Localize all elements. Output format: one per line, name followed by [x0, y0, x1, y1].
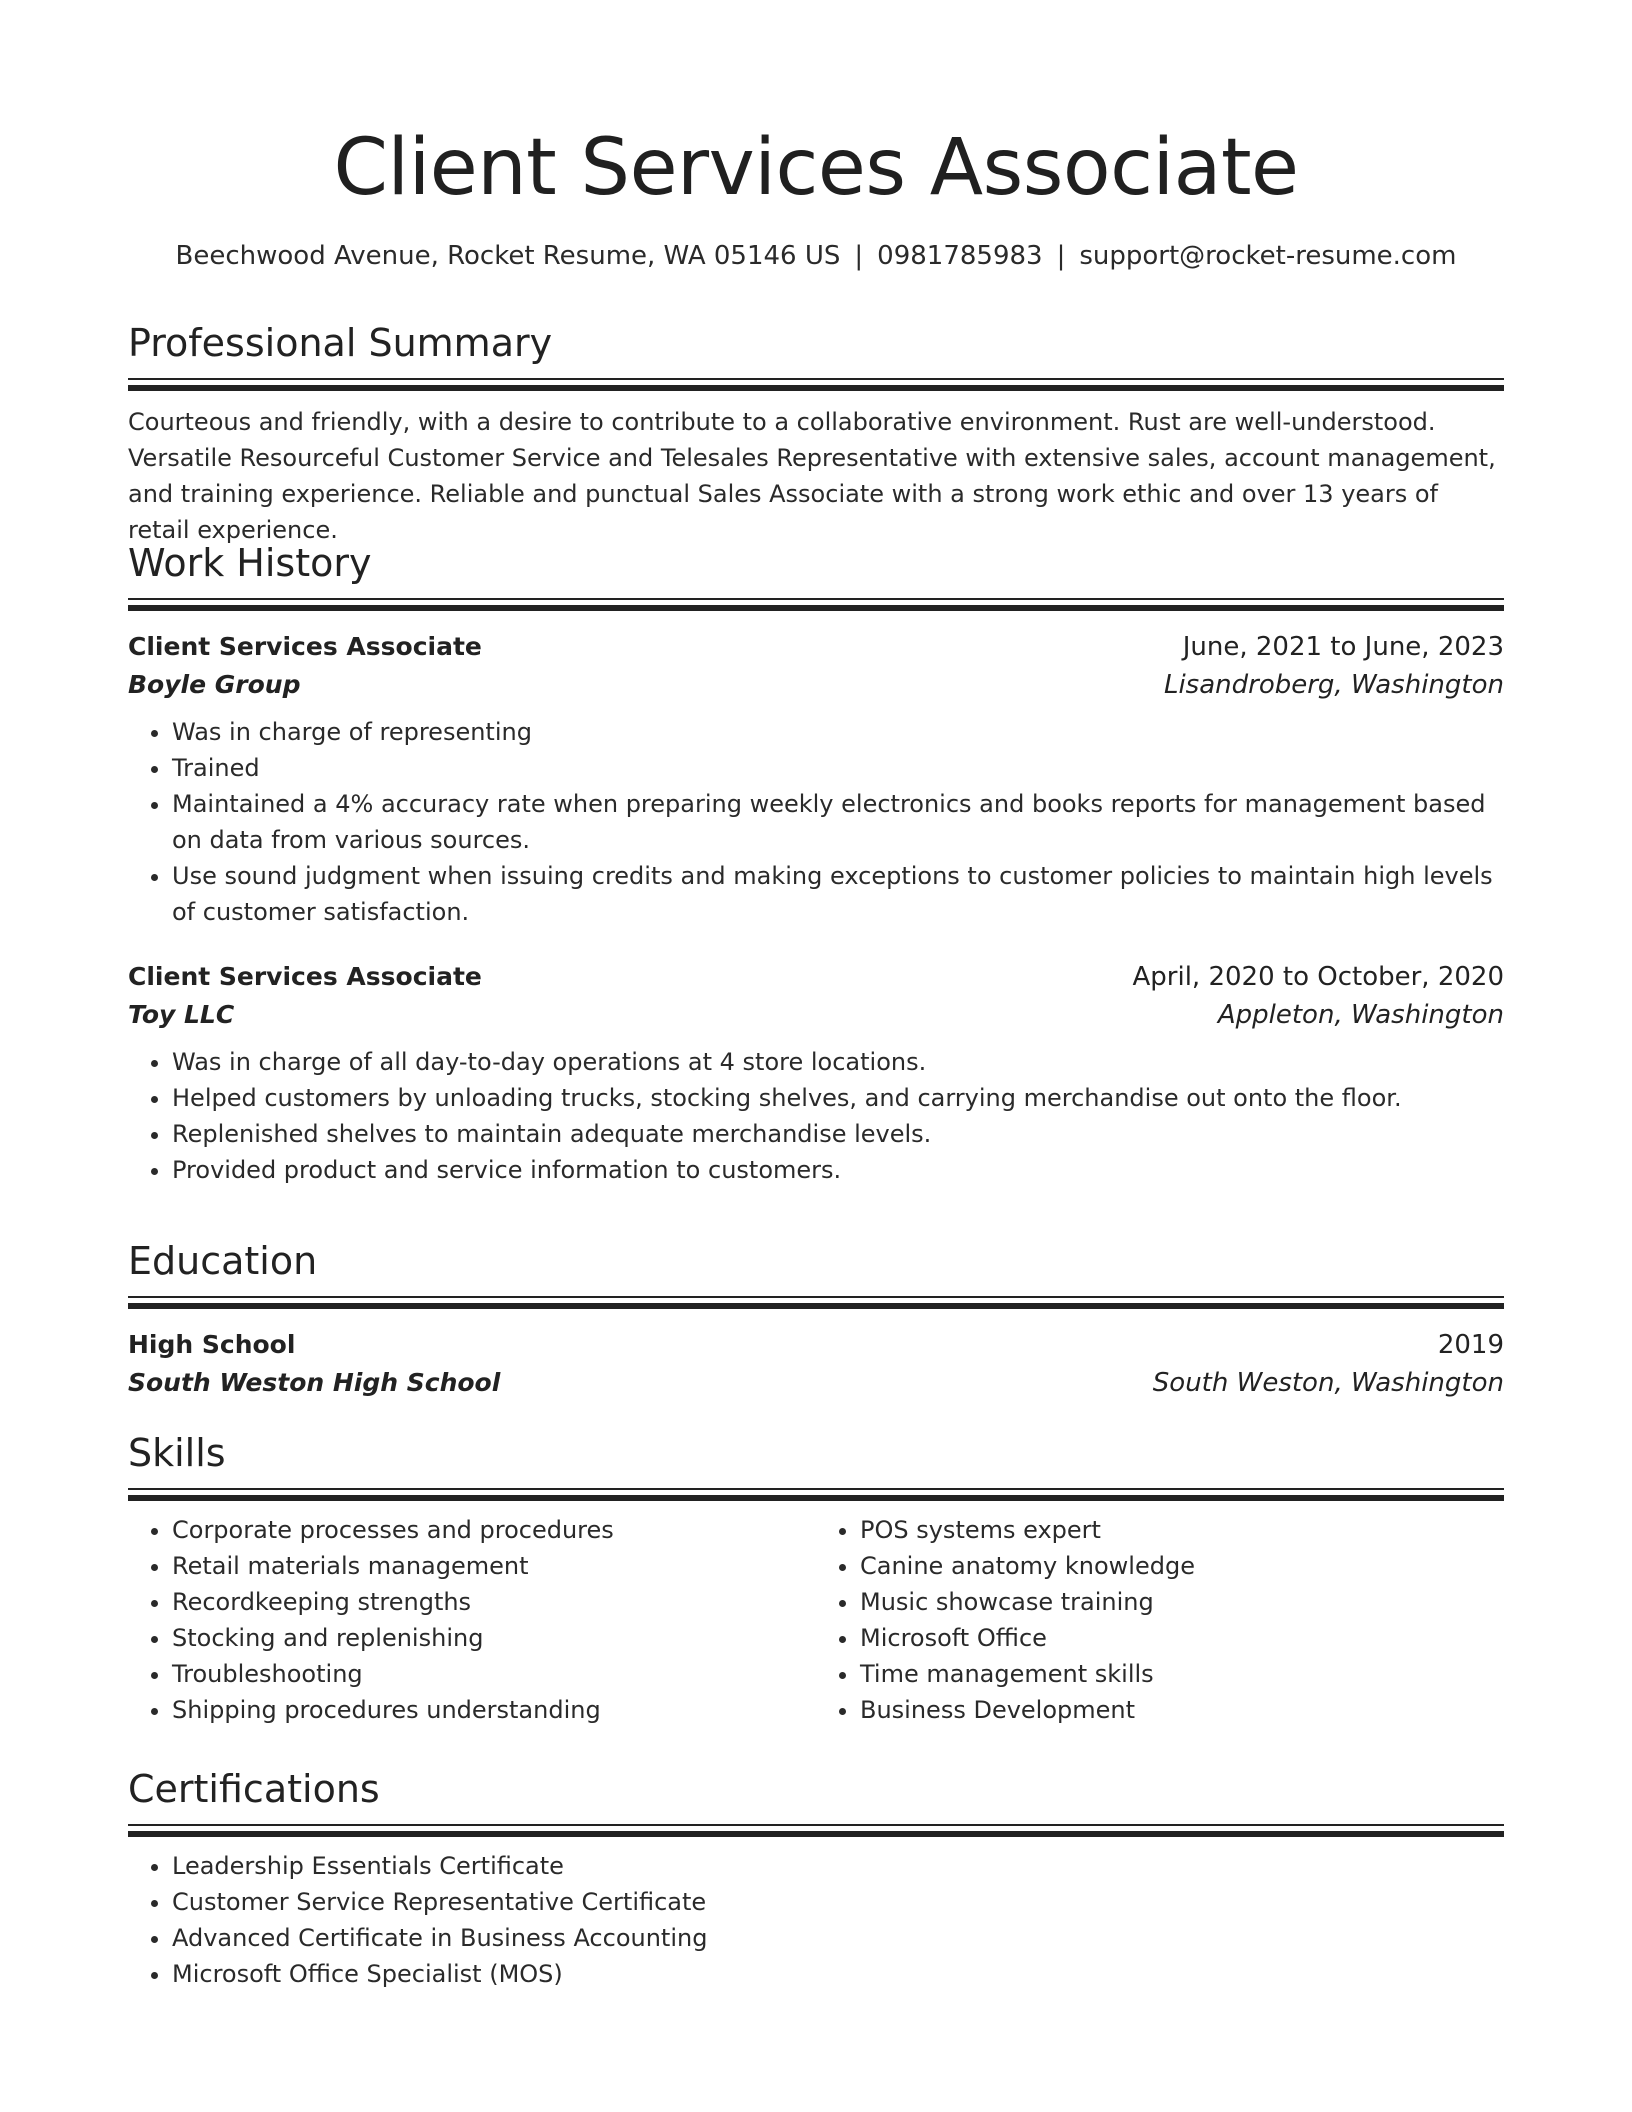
job-position: Client Services Associate — [128, 632, 482, 661]
section-divider — [128, 1488, 1504, 1500]
list-item: • Microsoft Office Specialist (MOS) — [172, 1956, 1504, 1992]
section-title-summary: Professional Summary — [128, 321, 553, 365]
list-item: • Shipping procedures understanding — [172, 1692, 816, 1728]
education-subheader — [128, 1364, 1504, 1402]
work-section — [128, 538, 1504, 1188]
list-item: • Use sound judgment when issuing credits and making exceptions to customer policies to maintain high levels of customer satisfaction. — [172, 858, 1504, 930]
list-item: • Leadership Essentials Certificate — [172, 1848, 1504, 1884]
job-dates: April, 2020 to October, 2020 — [1132, 962, 1504, 992]
contact-address: Beechwood Avenue, Rocket Resume, WA 05146 US — [175, 241, 841, 271]
job-bullets — [128, 1044, 1504, 1188]
skills-list-left — [128, 1512, 816, 1728]
list-item: • Time management skills — [860, 1656, 1504, 1692]
summary-text: Courteous and friendly, with a desire to contribute to a collaborative environment. Rust are well-understood. Versatile Resourceful Customer Service and Telesales Representative with extensive sales, account management, and training experience. Reliable and punctual Sales Associate with a strong work ethic and over 13 years of retail experience. — [128, 408, 1496, 544]
list-item: • Business Development — [860, 1692, 1504, 1728]
list-item: • Music showcase training — [860, 1584, 1504, 1620]
section-divider — [128, 378, 1504, 390]
list-item: • Trained — [172, 750, 1504, 786]
job-header — [128, 958, 1504, 996]
list-item: • Was in charge of all day-to-day operations at 4 store locations. — [172, 1044, 1504, 1080]
list-item: • POS systems expert — [860, 1512, 1504, 1548]
list-item: • Troubleshooting — [172, 1656, 816, 1692]
section-divider — [128, 1296, 1504, 1308]
list-item: • Microsoft Office — [860, 1620, 1504, 1656]
list-item: • Stocking and replenishing — [172, 1620, 816, 1656]
skills-list-right — [816, 1512, 1504, 1728]
list-item: • Provided product and service information to customers. — [172, 1152, 1504, 1188]
section-divider — [128, 598, 1504, 610]
skills-section — [128, 1428, 1504, 1728]
list-item: • Recordkeeping strengths — [172, 1584, 816, 1620]
certifications-list — [128, 1848, 1504, 1992]
job-bullets — [128, 714, 1504, 930]
job-header — [128, 628, 1504, 666]
job-position: Client Services Associate — [128, 962, 482, 991]
list-item: • Was in charge of representing — [172, 714, 1504, 750]
contact-separator: | — [1056, 241, 1066, 271]
section-divider — [128, 1824, 1504, 1836]
list-item: • Helped customers by unloading trucks, stocking shelves, and carrying merchandise out onto the floor. — [172, 1080, 1504, 1116]
contact-phone: 0981785983 — [877, 241, 1043, 271]
job-location: Appleton, Washington — [1217, 1000, 1504, 1030]
list-item: • Replenished shelves to maintain adequate merchandise levels. — [172, 1116, 1504, 1152]
list-item: • Maintained a 4% accuracy rate when preparing weekly electronics and books reports for management based on data from various sources. — [172, 786, 1504, 858]
job-dates: June, 2021 to June, 2023 — [1182, 632, 1504, 662]
contact-email: support@rocket-resume.com — [1079, 241, 1457, 271]
section-title-certifications: Certifications — [128, 1767, 380, 1811]
skills-columns — [128, 1512, 1504, 1728]
job-company: Boyle Group — [128, 670, 301, 699]
job-entry — [128, 958, 1504, 1188]
section-title-education: Education — [128, 1239, 318, 1283]
job-subheader — [128, 666, 1504, 704]
job-entry — [128, 628, 1504, 930]
list-item: • Corporate processes and procedures — [172, 1512, 816, 1548]
job-company: Toy LLC — [128, 1000, 235, 1029]
section-title-skills: Skills — [128, 1431, 226, 1475]
list-item: • Advanced Certificate in Business Accounting — [172, 1920, 1504, 1956]
summary-section — [128, 318, 1504, 548]
education-school: South Weston High School — [128, 1368, 501, 1397]
education-header — [128, 1326, 1504, 1364]
section-title-work: Work History — [128, 541, 372, 585]
education-degree: High School — [128, 1330, 296, 1359]
job-location: Lisandroberg, Washington — [1163, 670, 1504, 700]
contact-separator: | — [854, 241, 864, 271]
certifications-section — [128, 1764, 1504, 1992]
education-year: 2019 — [1437, 1330, 1504, 1360]
list-item: • Canine anatomy knowledge — [860, 1548, 1504, 1584]
contact-line — [128, 238, 1504, 274]
list-item: • Customer Service Representative Certificate — [172, 1884, 1504, 1920]
education-section — [128, 1236, 1504, 1402]
education-entry — [128, 1326, 1504, 1402]
resume-name: Client Services Associate — [333, 123, 1299, 213]
education-location: South Weston, Washington — [1152, 1368, 1504, 1398]
job-subheader — [128, 996, 1504, 1034]
list-item: • Retail materials management — [172, 1548, 816, 1584]
